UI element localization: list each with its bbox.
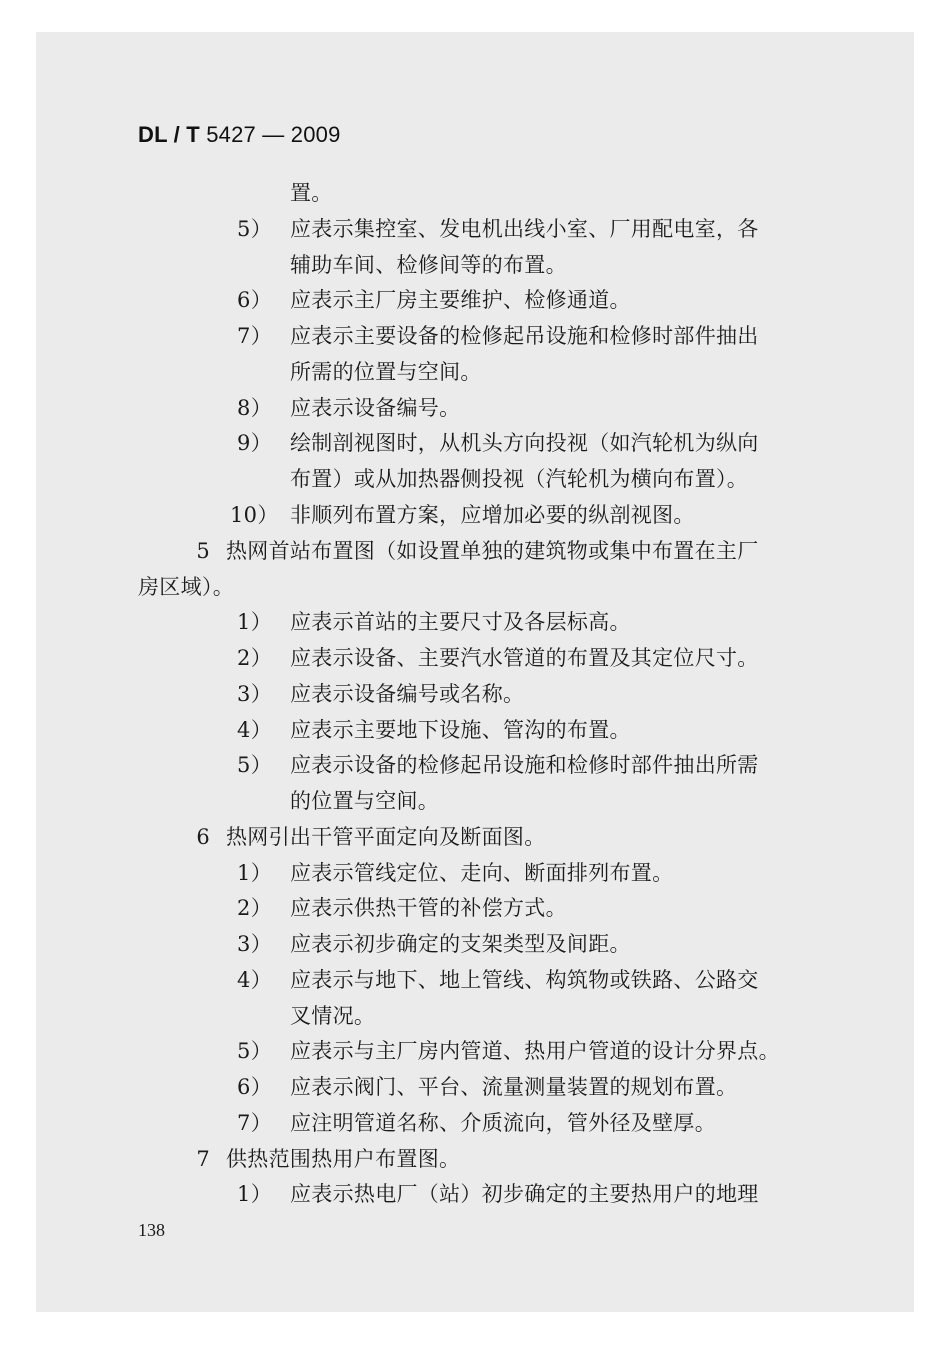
item-number: 8） (237, 396, 272, 420)
item-number: 1） (237, 861, 272, 885)
item-number: 7） (237, 324, 272, 348)
item-number: 5） (237, 1039, 272, 1063)
item-text: 应表示阀门、平台、流量测量装置的规划布置。 (290, 1075, 738, 1099)
item-number: 3） (237, 682, 272, 706)
item-number: 4） (237, 718, 272, 742)
item-number: 1） (237, 610, 272, 634)
item-text: 应表示设备的检修起吊设施和检修时部件抽出所需 (290, 753, 759, 777)
item-text: 应表示首站的主要尺寸及各层标高。 (290, 610, 631, 634)
section-number: 7 (196, 1147, 210, 1171)
item-text: 应表示管线定位、走向、断面排列布置。 (290, 861, 674, 885)
item-text: 的位置与空间。 (290, 789, 440, 813)
item-text: 应表示与主厂房内管道、热用户管道的设计分界点。 (290, 1039, 780, 1063)
section-number: 6 (196, 825, 210, 849)
item-text: 置。 (290, 181, 333, 205)
item-number: 6） (237, 288, 272, 312)
item-text: 应表示主厂房主要维护、检修通道。 (290, 288, 631, 312)
item-number: 10） (230, 503, 279, 527)
item-text: 应表示设备、主要汽水管道的布置及其定位尺寸。 (290, 646, 759, 670)
standard-header (138, 122, 341, 148)
item-number: 5） (237, 217, 272, 241)
standard-code: DL / T (138, 122, 200, 147)
page-content (36, 32, 914, 1312)
item-text: 所需的位置与空间。 (290, 360, 482, 384)
item-text: 叉情况。 (290, 1004, 376, 1028)
item-text: 应表示设备编号或名称。 (290, 682, 525, 706)
item-number: 6） (237, 1075, 272, 1099)
item-text: 应表示与地下、地上管线、构筑物或铁路、公路交 (290, 968, 759, 992)
item-text: 应表示初步确定的支架类型及间距。 (290, 932, 631, 956)
item-text: 非顺列布置方案，应增加必要的纵剖视图。 (290, 503, 695, 527)
item-number: 2） (237, 646, 272, 670)
item-number: 9） (237, 431, 272, 455)
section-text: 热网首站布置图（如设置单独的建筑物或集中布置在主厂 (226, 539, 759, 563)
item-text: 房区域）。 (138, 575, 234, 599)
standard-number: 5427 — 2009 (206, 122, 341, 147)
item-number: 4） (237, 968, 272, 992)
item-number: 2） (237, 896, 272, 920)
item-text: 应表示热电厂（站）初步确定的主要热用户的地理 (290, 1182, 759, 1206)
item-text: 应表示供热干管的补偿方式。 (290, 896, 567, 920)
item-text: 辅助车间、检修间等的布置。 (290, 253, 567, 277)
item-number: 5） (237, 753, 272, 777)
item-number: 7） (237, 1111, 272, 1135)
item-text: 布置）或从加热器侧投视（汽轮机为横向布置）。 (290, 467, 749, 491)
item-text: 应表示设备编号。 (290, 396, 461, 420)
item-text: 绘制剖视图时，从机头方向投视（如汽轮机为纵向 (290, 431, 759, 455)
item-text: 应表示集控室、发电机出线小室、厂用配电室，各 (290, 217, 759, 241)
page-number: 138 (138, 1220, 165, 1240)
section-text: 热网引出干管平面定向及断面图。 (226, 825, 546, 849)
item-text: 应注明管道名称、介质流向，管外径及壁厚。 (290, 1111, 716, 1135)
item-text: 应表示主要设备的检修起吊设施和检修时部件抽出 (290, 324, 759, 348)
item-text: 应表示主要地下设施、管沟的布置。 (290, 718, 631, 742)
item-number: 1） (237, 1182, 272, 1206)
document-page (36, 32, 914, 1312)
section-text: 供热范围热用户布置图。 (226, 1147, 461, 1171)
item-number: 3） (237, 932, 272, 956)
section-number: 5 (196, 539, 210, 563)
